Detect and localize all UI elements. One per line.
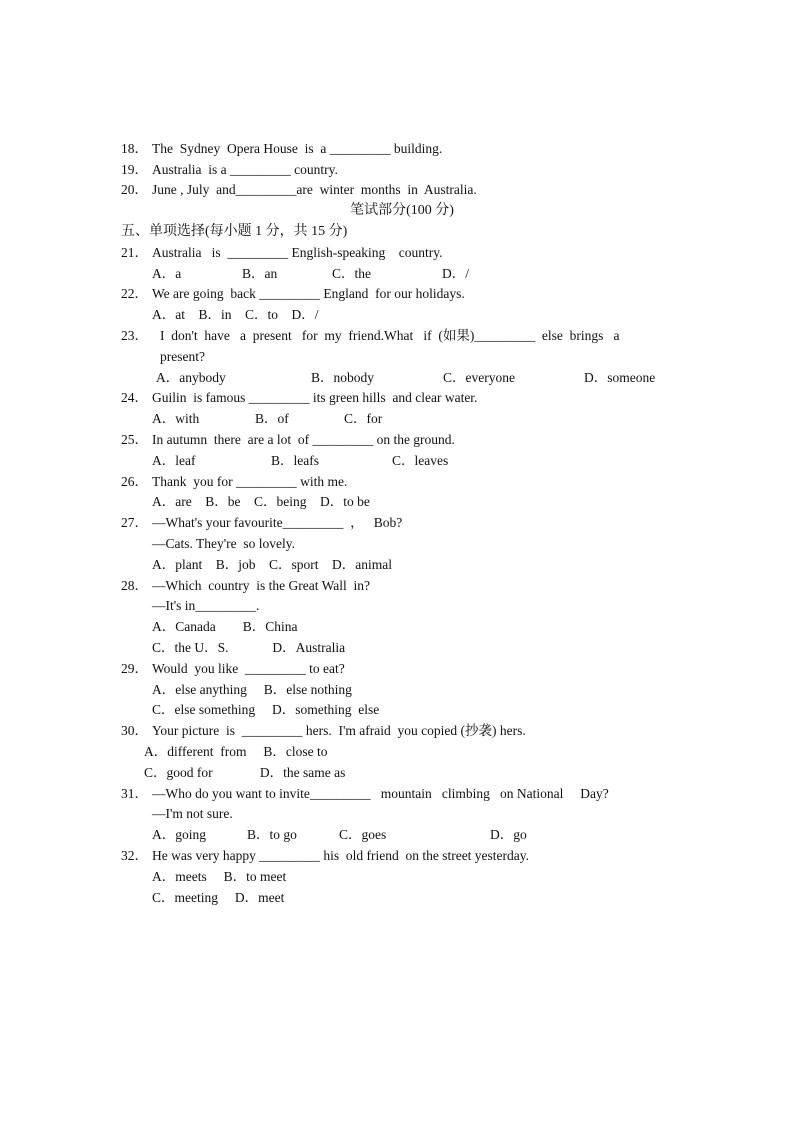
q28-text: —Which country is the Great Wall in? — [152, 578, 370, 593]
q30-number: 30． — [121, 723, 148, 738]
q30-text: Your picture is _________ hers. I'm afraid you copied (抄袭) hers. — [152, 723, 526, 738]
q27-text: —What's your favourite_________ ， Bob? — [152, 515, 403, 530]
q28-options-row2: C．the U．S. D．Australia — [152, 640, 346, 655]
q32-text: He was very happy _________ his old friend on the street yesterday. — [152, 848, 530, 863]
q32-number: 32． — [121, 848, 148, 863]
q21-option-b: B．an — [242, 266, 278, 281]
q19-text: Australia is a _________ country. — [152, 162, 338, 177]
section5-heading: 五、单项选择(每小题 1 分，共 15 分) — [121, 224, 348, 239]
q25-number: 25． — [121, 432, 148, 447]
q22-number: 22． — [121, 286, 148, 301]
q29-options-row1: A．else anything B．else nothing — [152, 682, 352, 697]
q18-text: The Sydney Opera House is a _________ building. — [152, 141, 443, 156]
q24-option-a: A．with — [152, 411, 200, 426]
q24-text: Guilin is famous _________ its green hills and clear water. — [152, 390, 478, 405]
section-written-heading: 笔试部分(100 分) — [350, 203, 454, 218]
q31-option-a: A．going — [152, 827, 206, 842]
q25-option-c: C．leaves — [392, 453, 449, 468]
q25-text: In autumn there are a lot of _________ on the ground. — [152, 432, 455, 447]
q29-options-row2: C．else something D．something else — [152, 702, 380, 717]
q29-text: Would you like _________ to eat? — [152, 661, 345, 676]
q23-number: 23． — [121, 328, 148, 343]
q30-options-row2: C．good for D．the same as — [144, 765, 346, 780]
q25-option-b: B．leafs — [271, 453, 319, 468]
q19-number: 19． — [121, 162, 148, 177]
q25-option-a: A．leaf — [152, 453, 196, 468]
q18-number: 18． — [121, 141, 148, 156]
q27-options: A．plant B．job C．sport D．animal — [152, 557, 392, 572]
q31-option-d: D．go — [490, 827, 527, 842]
q24-option-c: C．for — [344, 411, 383, 426]
q29-number: 29． — [121, 661, 148, 676]
q20-text: June , July and_________are winter months in Australia. — [152, 182, 477, 197]
q21-option-d: D．/ — [442, 266, 469, 281]
q23-option-d: D．someone — [584, 370, 656, 385]
q26-text: Thank you for _________ with me. — [152, 474, 348, 489]
q21-text: Australia is _________ English-speaking country. — [152, 245, 443, 260]
q23-option-b: B．nobody — [311, 370, 375, 385]
q26-number: 26． — [121, 474, 148, 489]
q31-option-b: B．to go — [247, 827, 297, 842]
q21-option-c: C．the — [332, 266, 371, 281]
q27-answer-line: —Cats. They're so lovely. — [152, 536, 296, 551]
q32-options-row2: C．meeting D．meet — [152, 890, 285, 905]
q31-answer-line: —I'm not sure. — [152, 806, 233, 821]
q28-options-row1: A．Canada B．China — [152, 619, 298, 634]
q28-answer-line: —It's in_________. — [152, 598, 260, 613]
q28-number: 28． — [121, 578, 148, 593]
q23-option-a: A．anybody — [156, 370, 226, 385]
q31-number: 31． — [121, 786, 148, 801]
q27-number: 27． — [121, 515, 148, 530]
q20-number: 20． — [121, 182, 148, 197]
q32-options-row1: A．meets B．to meet — [152, 869, 287, 884]
q24-option-b: B．of — [255, 411, 289, 426]
q23-option-c: C．everyone — [443, 370, 515, 385]
q23-text-continued: present? — [160, 349, 205, 364]
q21-number: 21． — [121, 245, 148, 260]
q31-text: —Who do you want to invite_________ mountain climbing on National Day? — [152, 786, 609, 801]
q30-options-row1: A．different from B．close to — [144, 744, 328, 759]
q22-options: A．at B．in C．to D．/ — [152, 307, 319, 322]
q31-option-c: C．goes — [339, 827, 387, 842]
q22-text: We are going back _________ England for our holidays. — [152, 286, 465, 301]
q24-number: 24． — [121, 390, 148, 405]
q26-options: A．are B．be C．being D．to be — [152, 494, 370, 509]
q21-option-a: A．a — [152, 266, 182, 281]
q23-text: I don't have a present for my friend.What if (如果)_________ else brings a — [160, 328, 620, 343]
